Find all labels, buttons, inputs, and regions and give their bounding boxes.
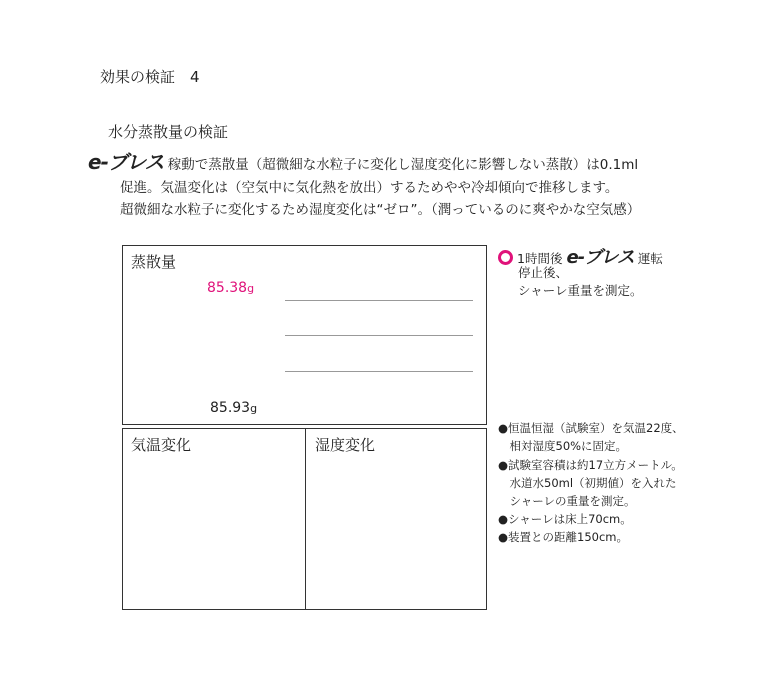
humidity-label: 湿度変化 xyxy=(315,436,376,454)
condition-item: ●シャーレは床上70cm。 xyxy=(498,512,632,526)
condition-item: ●恒温恒湿（試験室）を気温22度、 xyxy=(498,421,684,435)
evaporation-label: 蒸散量 xyxy=(131,253,177,271)
condition-item: 水道水50ml（初期値）を入れた xyxy=(498,476,677,490)
divider-line xyxy=(285,371,473,372)
brand-name: e-ブレス xyxy=(88,150,164,174)
temperature-label: 気温変化 xyxy=(131,436,192,454)
divider-line xyxy=(285,335,473,336)
brand-name: e-ブレス xyxy=(566,247,634,268)
evaporation-box xyxy=(122,245,487,425)
condition-item: 相対湿度50%に固定。 xyxy=(498,439,628,453)
weight-after xyxy=(207,280,254,296)
weight-after-value: 85.38 xyxy=(207,280,248,296)
description-line-3: 超微細な水粒子に変化するため湿度変化は“ゼロ”。（潤っているのに爽やかな空気感） xyxy=(120,202,641,218)
weight-before xyxy=(210,400,257,416)
side-note-line-2: 停止後、 xyxy=(518,265,569,280)
weight-before-value: 85.93 xyxy=(210,400,251,416)
page-subtitle: 水分蒸散量の検証 xyxy=(108,123,229,141)
weight-after-unit: g xyxy=(247,282,255,295)
side-note-text: 1時間後 xyxy=(517,251,567,266)
weight-before-unit: g xyxy=(250,402,258,415)
section-title: 効果の検証 4 xyxy=(100,68,200,86)
humidity-box xyxy=(305,428,487,610)
description-line-1 xyxy=(88,146,638,175)
side-note-text: 運転 xyxy=(633,251,663,266)
condition-item: シャーレの重量を測定。 xyxy=(498,494,636,508)
description-line-2: 促進。気温変化は（空気中に気化熱を放出）するためやや冷却傾向で推移します。 xyxy=(120,180,619,196)
ring-bullet-icon xyxy=(498,250,513,265)
condition-item: ●装置との距離150cm。 xyxy=(498,530,629,544)
side-note-line-3: シャーレ重量を測定。 xyxy=(518,283,643,298)
temperature-box xyxy=(122,428,306,610)
description-line-1-text: 稼動で蒸散量（超微細な水粒子に変化し湿度変化に影響しない蒸散）は0.1ml xyxy=(163,157,639,173)
divider-line xyxy=(285,300,473,301)
condition-item: ●試験室容積は約17立方メートル。 xyxy=(498,458,683,472)
